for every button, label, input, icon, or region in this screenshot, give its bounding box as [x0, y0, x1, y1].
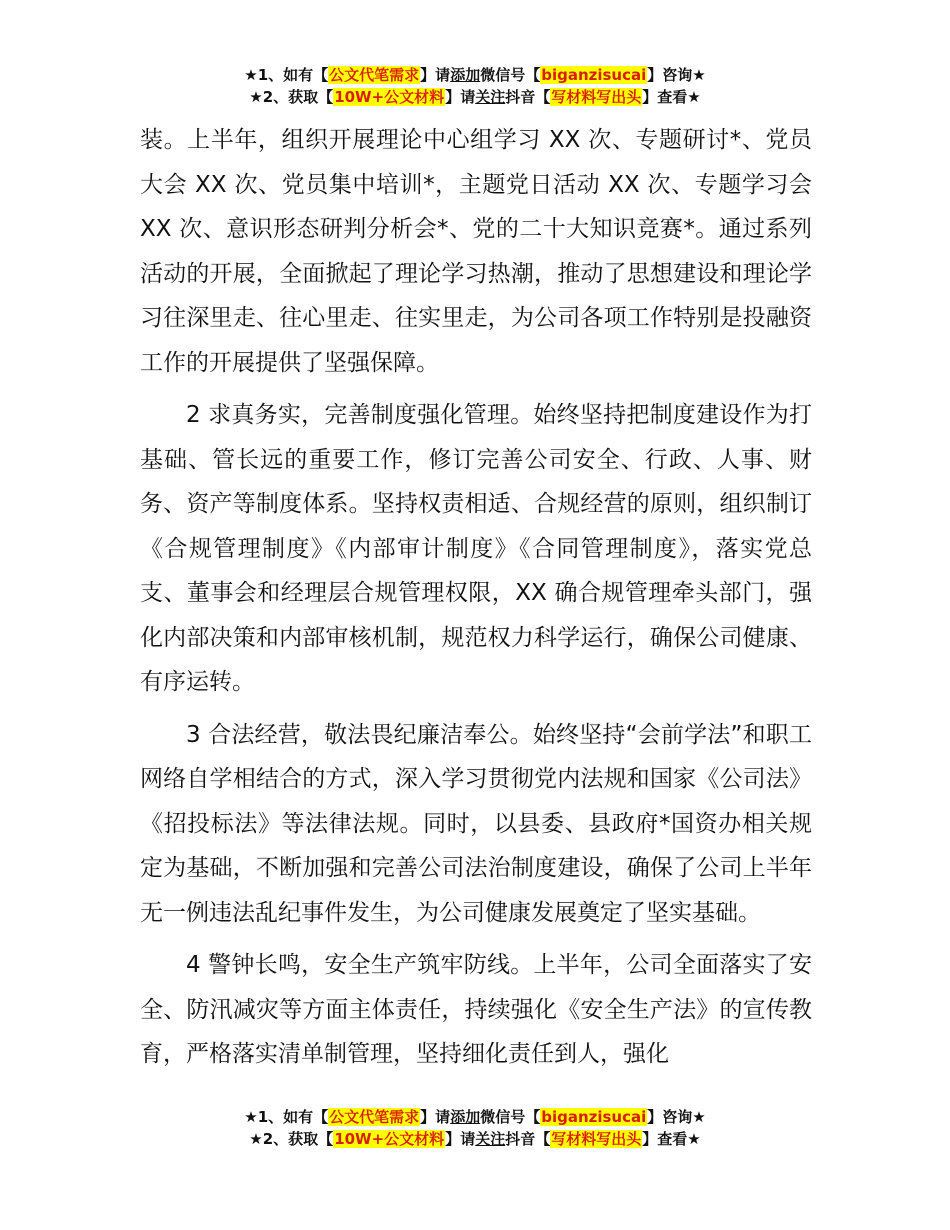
document-body [140, 118, 812, 1085]
banner-line-2: ★2、获取【10W+公文材料】请关注抖音【写材料写出头】查看★ [249, 88, 701, 106]
banner-highlight-douyin: 写材料写出头 [551, 1130, 642, 1148]
banner-highlight-douyin: 写材料写出头 [551, 88, 642, 106]
banner-highlight-materials: 10W+公文材料 [334, 1130, 445, 1148]
paragraph-continuation: 装。上半年，组织开展理论中心组学习 XX 次、专题研讨*、党员大会 XX 次、党员集中培训*，主题党日活动 XX 次、专题学习会 XX 次、意识形态研判分析会*、党的二十大知识竞赛*。通过系列活动的开展，全面掀起了理论学习热潮，推动了思想建设和理论学习往深里走、往心里走、往实里走，为公司各项工作特别是投融资工作的开展提供了坚强保障。 [140, 127, 812, 376]
banner-line-1: ★1、如有【公文代笔需求】请添加微信号【biganzisucai】咨询★ [244, 66, 706, 84]
paragraph-3: 3 合法经营，敬法畏纪廉洁奉公。始终坚持“会前学法”和职工网络自学相结合的方式，深入学习贯彻党内法规和国家《公司法》《招投标法》等法律法规。同时，以县委、县政府*国资办相关规定为基础，不断加强和完善公司法治制度建设，确保了公司上半年无一例违法乱纪事件发生，为公司健康发展奠定了坚实基础。 [140, 721, 812, 926]
banner-highlight-service: 公文代笔需求 [329, 1108, 420, 1126]
banner-line-2: ★2、获取【10W+公文材料】请关注抖音【写材料写出头】查看★ [249, 1130, 701, 1148]
banner-line-1: ★1、如有【公文代笔需求】请添加微信号【biganzisucai】咨询★ [244, 1108, 706, 1126]
footer-banner [0, 1106, 950, 1150]
banner-highlight-wechat-id: biganzisucai [541, 1108, 647, 1126]
paragraph-2: 2 求真务实，完善制度强化管理。始终坚持把制度建设作为打基础、管长远的重要工作，修订完善公司安全、行政、人事、财务、资产等制度体系。坚持权责相适、合规经营的原则，组织制订《合规管理制度》《内部审计制度》《合同管理制度》，落实党总支、董事会和经理层合规管理权限，XX 确合规管理牵头部门，强化内部决策和内部审核机制，规范权力科学运行，确保公司健康、有序运转。 [140, 402, 812, 695]
banner-highlight-materials: 10W+公文材料 [334, 88, 445, 106]
banner-highlight-wechat-id: biganzisucai [541, 66, 647, 84]
paragraph-4: 4 警钟长鸣，安全生产筑牢防线。上半年，公司全面落实了安全、防汛减灾等方面主体责任，持续强化《安全生产法》的宣传教育，严格落实清单制管理，坚持细化责任到人，强化 [140, 952, 812, 1067]
banner-highlight-service: 公文代笔需求 [329, 66, 420, 84]
header-banner [0, 64, 950, 108]
